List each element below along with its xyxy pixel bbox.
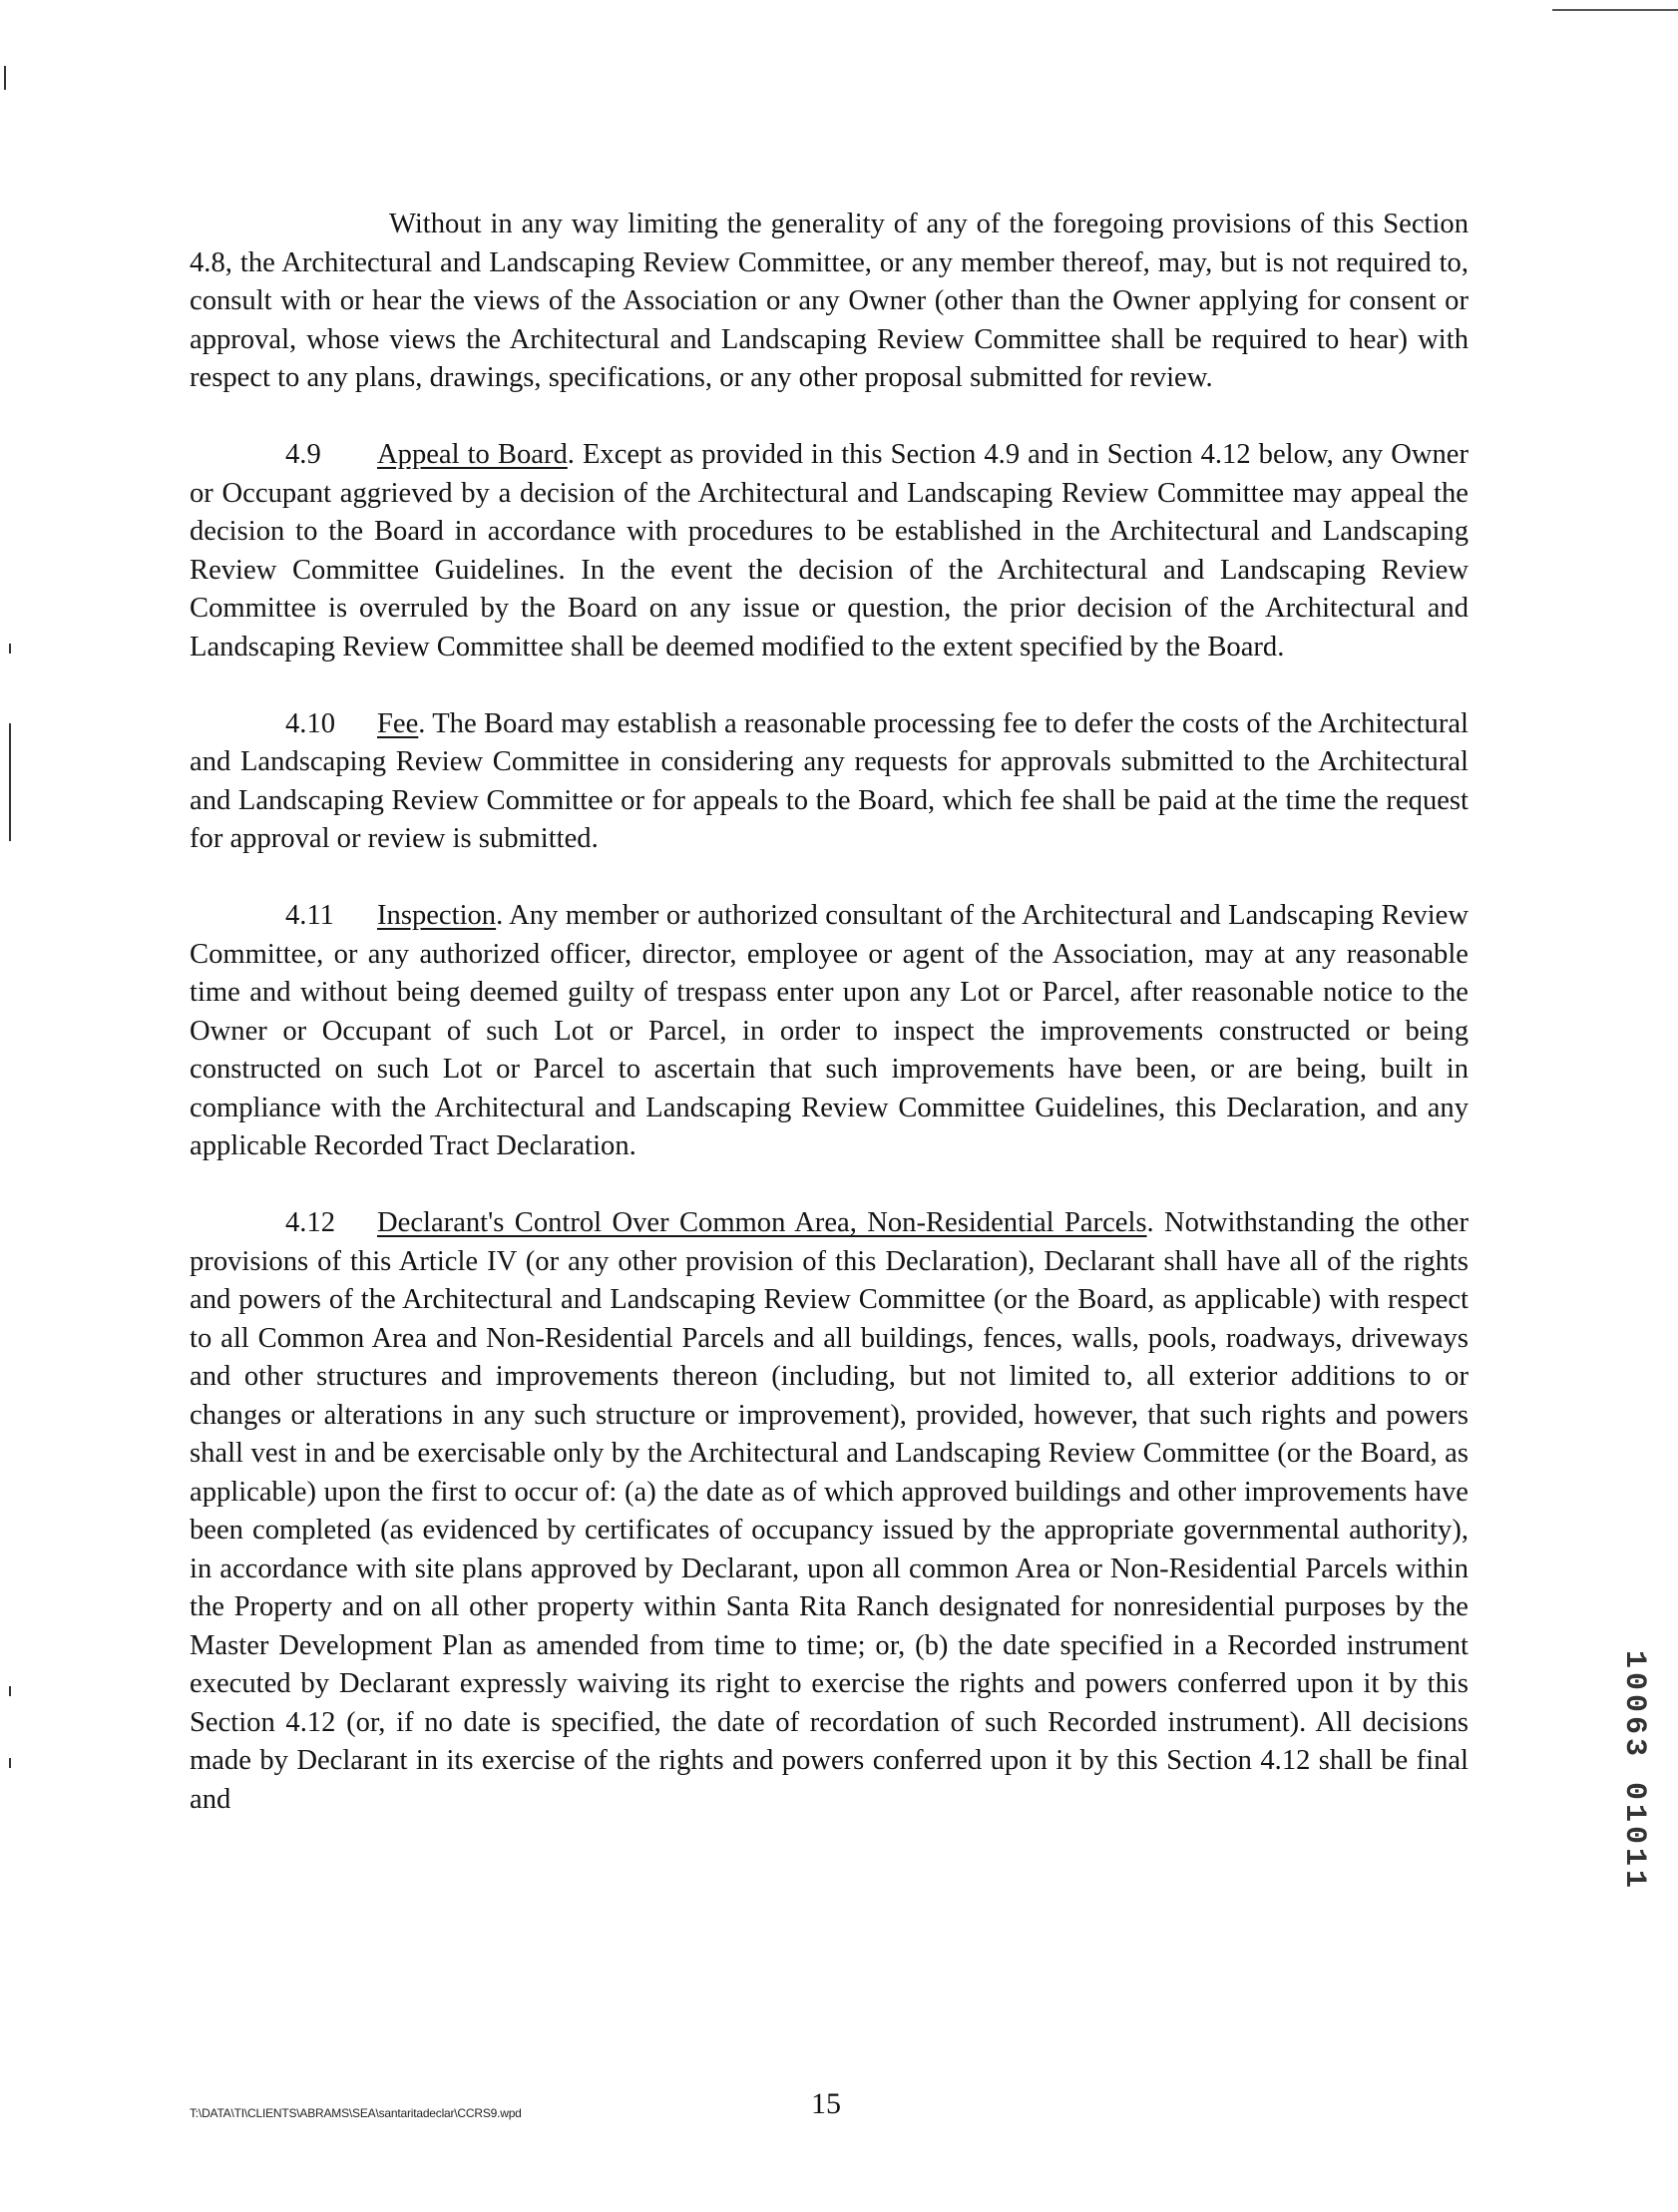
scan-mark xyxy=(9,644,11,654)
section-number: 4.12 xyxy=(285,1207,336,1238)
section-text: . Any member or authorized consultant of the Architectural and Landscaping Review Committee, or any authorized officer, director, employee or agent of the Association, may at any reasonable time and without being deemed guilty of trespass enter upon any Lot or Parcel, after reasonable notice to the Owner or Occupant of such Lot or Parcel, in order to inspect the improvements constructed or being constructed on such Lot or Parcel to ascertain that such improvements have been, or are being, built in compliance with the Architectural and Landscaping Review Committee Guidelines, this Declaration, and any applicable Recorded Tract Declaration. xyxy=(190,900,1468,1161)
recording-stamp xyxy=(1576,1571,1656,1971)
document-body xyxy=(190,206,1468,1858)
paragraph-4-8-continuation xyxy=(190,206,1468,398)
section-text: . Except as provided in this Section 4.9 and in Section 4.12 below, any Owner or Occupant aggrieved by a decision of the Architectural and Landscaping Review Committee may appeal the decision to the Board in accordance with procedures to be established in the Architectural and Landscaping Review Committee Guidelines. In the event the decision of the Architectural and Landscaping Review Committee is overruled by the Board on any issue or question, the prior decision of the Architectural and Landscaping Review Committee shall be deemed modified to the extent specified by the Board. xyxy=(190,439,1468,663)
section-text: . Notwithstanding the other provisions of this Article IV (or any other provision of this Declaration), Declarant shall have all of the rights and powers of the Architectural and Landscaping Review Committee (or the Board, as applicable) with respect to all Common Area and Non-Residential Parcels and all buildings, fences, walls, pools, roadways, driveways and other structures and improvements thereon (including, but not limited to, all exterior additions to or changes or alterations in any such structure or improvement), provided, however, that such rights and powers shall vest in and be exercisable only by the Architectural and Landscaping Review Committee (or the Board, as applicable) upon the first to occur of: (a) the date as of which approved buildings and other improvements have been completed (as evidenced by certificates of occupancy issued by the appropriate governmental authority), in accordance with site plans approved by Declarant, upon all common Area or Non-Residential Parcels within the Property and on all other property within Santa Rita Ranch designated for nonresidential purposes by the Master Development Plan as amended from time to time; or, (b) the date specified in a Recorded instrument executed by Declarant expressly waiving its right to exercise the rights and powers conferred upon it by this Section 4.12 (or, if no date is specified, the date of recordation of such Recorded instrument). All decisions made by Declarant in its exercise of the rights and powers conferred upon it by this Section 4.12 shall be final and xyxy=(190,1207,1469,1815)
section-heading: Declarant's Control Over Common Area, Non-Residential Parcels xyxy=(377,1207,1147,1238)
section-heading: Fee xyxy=(377,707,419,739)
section-4-9 xyxy=(190,436,1468,666)
footer-file-path: T:\DATA\TI\CLIENTS\ABRAMS\SEA\santaritadeclar\CCRS9.wpd xyxy=(190,2106,522,2120)
scan-mark xyxy=(9,723,11,841)
section-heading: Inspection xyxy=(377,900,497,931)
paragraph-text: Without in any way limiting the generality of any of the foregoing provisions of this Section 4.8, the Architectural and Landscaping Review Committee, or any member thereof, may, but is not required to, consult with or hear the views of the Association or any Owner (other than the Owner applying for consent or approval, whose views the Architectural and Landscaping Review Committee shall be required to hear) with respect to any plans, drawings, specifications, or any other proposal submitted for review. xyxy=(190,209,1468,393)
section-heading: Appeal to Board xyxy=(377,439,568,470)
scan-mark xyxy=(9,1758,11,1768)
section-4-12 xyxy=(190,1204,1468,1819)
section-number: 4.10 xyxy=(285,707,336,739)
section-text: . The Board may establish a reasonable processing fee to defer the costs of the Architectural and Landscaping Review Committee in considering any requests for approvals submitted to the Architectural and Landscaping Review Committee or for appeals to the Board, which fee shall be paid at the time the request for approval or review is submitted. xyxy=(190,707,1468,854)
section-number: 4.11 xyxy=(285,900,334,931)
scan-edge-line xyxy=(1552,9,1678,11)
section-4-11 xyxy=(190,897,1468,1166)
scan-mark xyxy=(4,66,6,90)
section-number: 4.9 xyxy=(285,439,321,470)
recording-stamp-text: 10063 01011 xyxy=(1617,1649,1651,1893)
page-number: 15 xyxy=(811,2087,841,2120)
scan-mark xyxy=(9,1686,11,1696)
section-4-10 xyxy=(190,705,1468,859)
